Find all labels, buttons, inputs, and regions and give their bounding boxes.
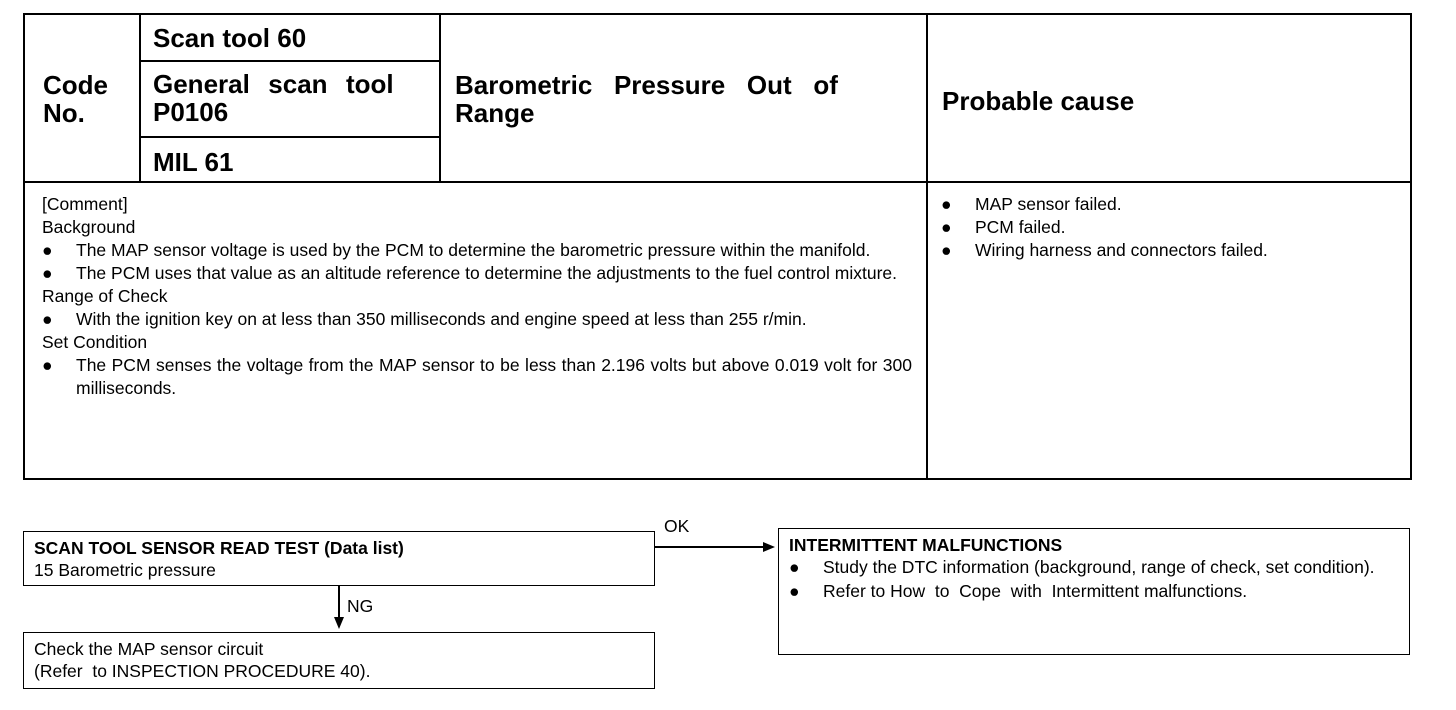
bullet-icon: ● <box>42 355 53 375</box>
range-of-check-label: Range of Check <box>42 286 168 306</box>
bullet-icon: ● <box>941 217 952 237</box>
comment-heading: [Comment] <box>42 194 128 214</box>
header-divider <box>139 60 439 62</box>
ng-label: NG <box>347 596 374 616</box>
ok-label: OK <box>664 516 690 536</box>
list-item: ● Wiring harness and connectors failed. <box>941 240 1268 260</box>
list-item: ● The PCM uses that value as an altitude reference to determine the adjustments to the fuel control mixture. <box>42 263 897 283</box>
bullet-icon: ● <box>42 240 53 260</box>
intermittent-title: INTERMITTENT MALFUNCTIONS <box>789 535 1063 555</box>
test-item: 15 Barometric pressure <box>34 560 216 580</box>
comment-section <box>42 193 912 400</box>
check-line-1: Check the MAP sensor circuit <box>34 639 264 659</box>
list-item: ● PCM failed. <box>941 217 1066 237</box>
test-title-suffix: (Data list) <box>324 538 404 558</box>
scan-tool-test-box <box>23 531 655 586</box>
list-item: ● The MAP sensor voltage is used by the PCM to determine the barometric pressure within the manifold. <box>42 240 871 260</box>
bullet-icon: ● <box>42 309 53 329</box>
bullet-icon: ● <box>789 581 800 601</box>
bullet-icon: ● <box>941 194 952 214</box>
list-item: ● MAP sensor failed. <box>941 194 1122 214</box>
header-divider <box>139 136 439 138</box>
list-item: ● With the ignition key on at less than 350 milliseconds and engine speed at less than 255 r/min. <box>42 309 807 329</box>
list-item: ● Refer to How to Cope with Intermittent malfunctions. <box>789 581 1248 601</box>
ok-arrow-head <box>763 542 775 552</box>
bullet-icon: ● <box>941 240 952 260</box>
check-line-2: (Refer to INSPECTION PROCEDURE 40). <box>34 661 371 681</box>
ng-arrow-line <box>338 586 340 618</box>
header-divider <box>139 15 141 181</box>
body-divider <box>926 181 928 478</box>
ok-arrow-line <box>655 546 763 548</box>
set-condition-label: Set Condition <box>42 332 148 352</box>
check-map-sensor-box <box>23 632 655 689</box>
intermittent-malfunctions-box <box>778 528 1410 655</box>
mil-code: MIL 61 <box>153 147 234 177</box>
list-item: ● The PCM senses the voltage from the MAP sensor to be less than 2.196 volts but above 0.019 volt for 300 milliseconds. <box>42 355 912 398</box>
dtc-body-table <box>23 181 1412 480</box>
header-divider <box>439 15 441 181</box>
bullet-icon: ● <box>789 557 800 577</box>
dtc-title: Barometric Pressure Out of Range <box>455 70 838 128</box>
probable-causes-list <box>941 193 1401 262</box>
scan-tool-code: Scan tool 60 <box>153 23 307 53</box>
bullet-icon: ● <box>42 263 53 283</box>
ng-arrow-head <box>334 617 344 629</box>
list-item: ● Study the DTC information (background, range of check, set condition). <box>789 557 1375 577</box>
test-title: SCAN TOOL SENSOR READ TEST <box>34 538 320 558</box>
general-scan-tool-code: General scan tool P0106 <box>153 69 394 127</box>
dtc-header-table <box>23 13 1412 183</box>
probable-cause-label: Probable cause <box>942 86 1135 116</box>
header-divider <box>926 15 928 181</box>
background-label: Background <box>42 217 136 237</box>
code-no-label: Code No. <box>43 70 108 128</box>
